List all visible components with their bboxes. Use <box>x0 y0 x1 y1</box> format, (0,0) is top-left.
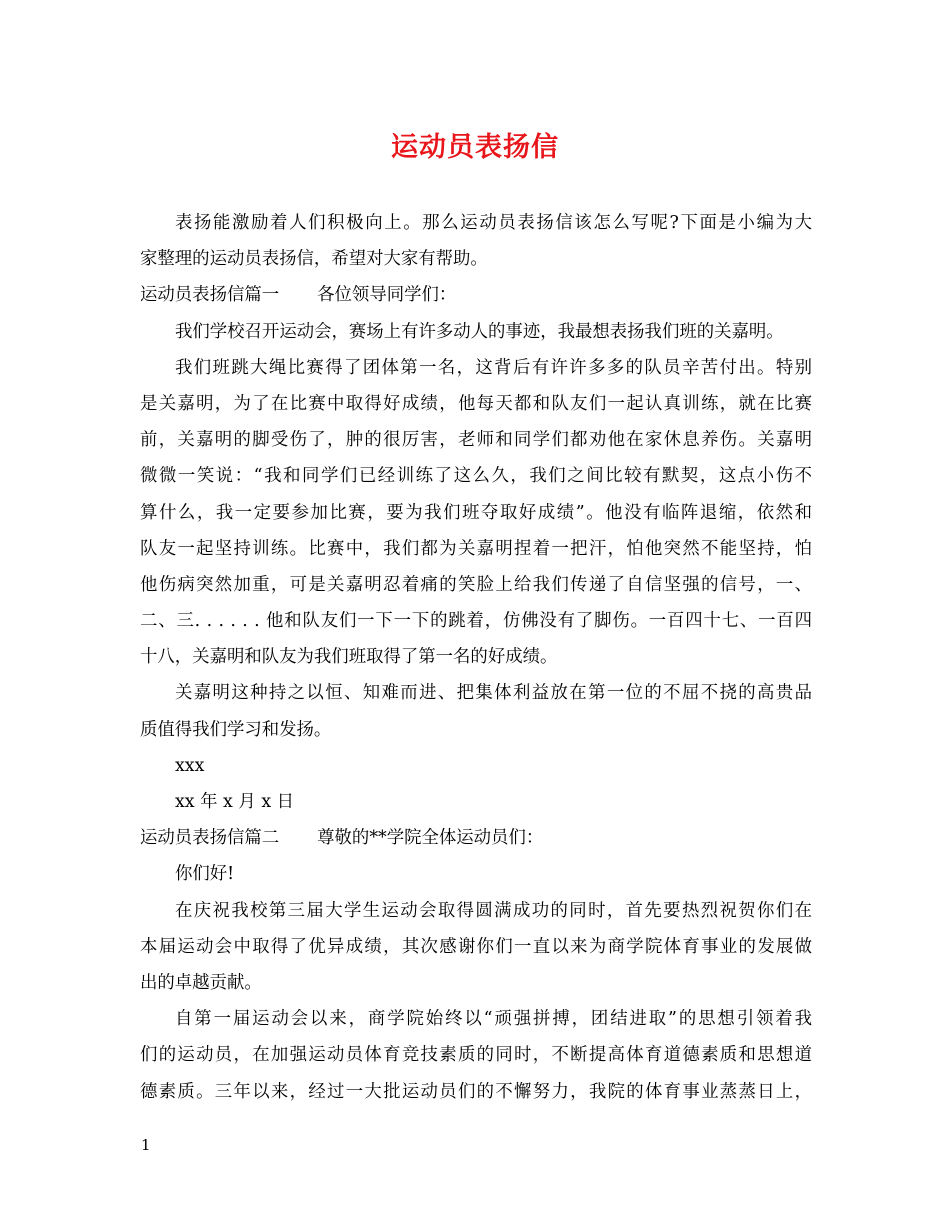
salutation: 尊敬的**学院全体运动员们： <box>317 828 544 849</box>
paragraph-line: 质值得我们学习和发扬。 <box>140 719 332 740</box>
paragraph-line: 微微一笑说：“我和同学们已经训练了这么久，我们之间比较有默契，这点小伤不 <box>140 466 812 487</box>
paragraph-line: 前，关嘉明的脚受伤了，肿的很厉害，老师和同学们都劝他在家休息养伤。关嘉明 <box>140 430 812 451</box>
paragraph-line: 在庆祝我校第三届大学生运动会取得圆满成功的同时，首先要热烈祝贺你们在 <box>175 900 812 921</box>
section-heading-line <box>140 820 812 856</box>
date: xx 年 x 月 x 日 <box>175 792 295 812</box>
paragraph-line: 们的运动员，在加强运动员体育竞技素质的同时，不断提高体育道德素质和思想道 <box>140 1045 812 1066</box>
paragraph-line: 二、三. . . . . . 他和队友们一下一下的跳着，仿佛没有了脚伤。一百四十七、一百四 <box>140 611 812 632</box>
paragraph-line: 关嘉明这种持之以恒、知难而进、把集体利益放在第一位的不屈不挠的高贵品 <box>175 683 812 704</box>
paragraph-line: 本届运动会中取得了优异成绩，其次感谢你们一直以来为商学院体育事业的发展做 <box>140 936 812 957</box>
greeting: 你们好! <box>175 864 235 885</box>
paragraph-line: 家整理的运动员表扬信，希望对大家有帮助。 <box>140 249 488 270</box>
paragraph-line: 自第一届运动会以来，商学院始终以“顽强拼搏，团结进取”的思想引领着我 <box>175 1009 812 1030</box>
section-heading: 运动员表扬信篇一 <box>140 285 280 306</box>
paragraph-line: 十八，关嘉明和队友为我们班取得了第一名的好成绩。 <box>140 647 558 668</box>
section-heading-line <box>140 277 812 313</box>
paragraph-line: 表扬能激励着人们积极向上。那么运动员表扬信该怎么写呢?下面是小编为大 <box>175 213 812 233</box>
document-body <box>140 205 812 1110</box>
paragraph-line: 我们班跳大绳比赛得了团体第一名，这背后有许许多多的队员辛苦付出。特别 <box>175 357 812 378</box>
document-title: 运动员表扬信 <box>391 132 559 163</box>
paragraph-line: 算什么，我一定要参加比赛，要为我们班夺取好成绩”。他没有临阵退缩，依然和 <box>140 502 812 523</box>
paragraph-line: 出的卓越贡献。 <box>140 972 262 993</box>
section-heading: 运动员表扬信篇二 <box>140 828 280 849</box>
signature: xxx <box>175 755 205 776</box>
paragraph-line: 队友一起坚持训练。比赛中，我们都为关嘉明捏着一把汗，怕他突然不能坚持，怕 <box>140 538 812 559</box>
paragraph-line: 是关嘉明，为了在比赛中取得好成绩，他每天都和队友们一起认真训练，就在比赛 <box>140 393 812 414</box>
paragraph-line: 他伤病突然加重，可是关嘉明忍着痛的笑脸上给我们传递了自信坚强的信号，一、 <box>140 574 812 595</box>
page-number: 1 <box>141 1136 151 1154</box>
salutation: 各位领导同学们： <box>317 285 457 306</box>
paragraph-line: 德素质。三年以来，经过一大批运动员们的不懈努力，我院的体育事业蒸蒸日上， <box>140 1081 812 1102</box>
paragraph-line: 我们学校召开运动会，赛场上有许多动人的事迹，我最想表扬我们班的关嘉明。 <box>175 321 784 342</box>
